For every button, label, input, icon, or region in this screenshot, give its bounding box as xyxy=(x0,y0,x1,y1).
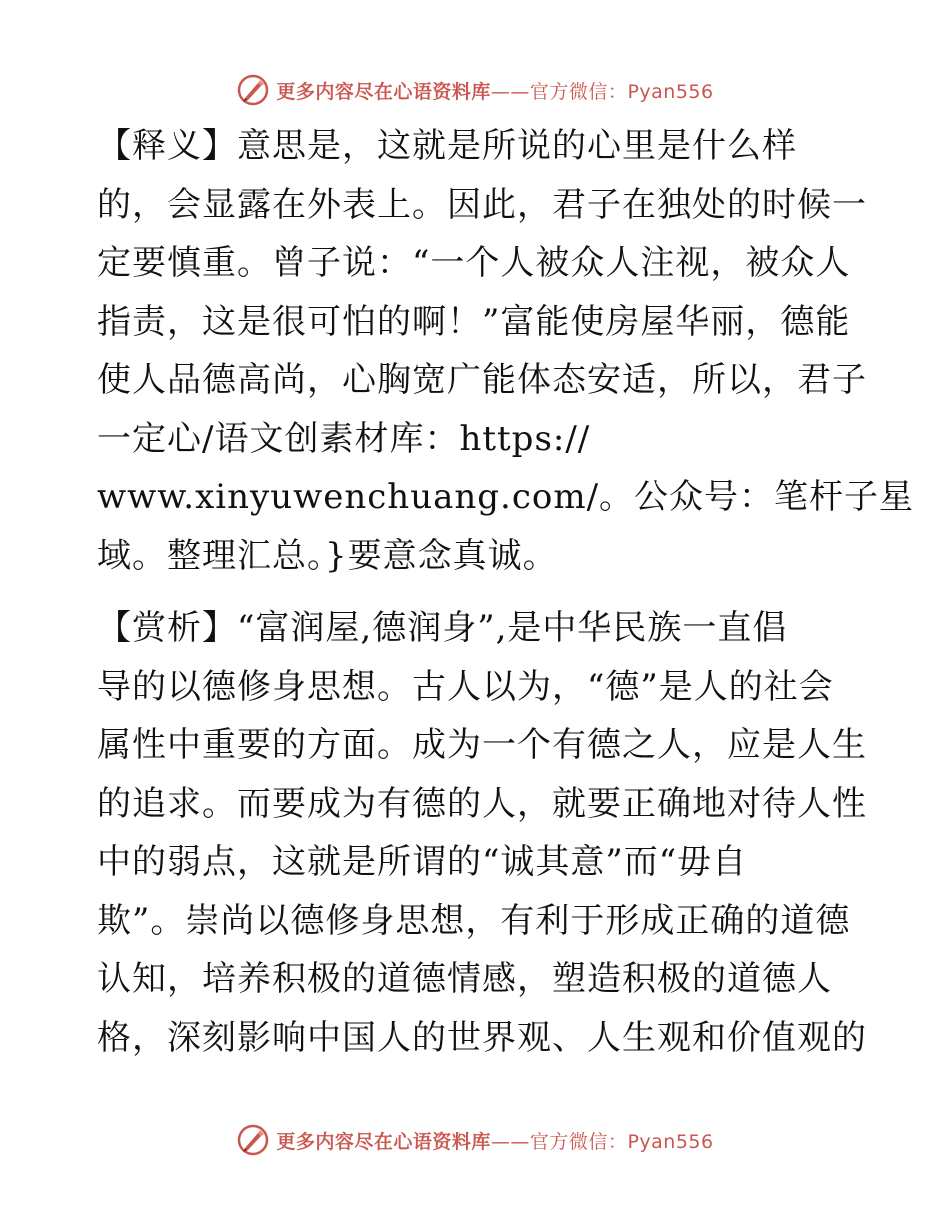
banner-separator: —— xyxy=(490,80,530,103)
header-banner xyxy=(0,70,950,110)
text-line: 使人品德高尚，心胸宽广能体态安适，所以，君子 xyxy=(97,360,867,400)
banner-site-name: 更多内容尽在心语资料库 xyxy=(276,80,491,103)
banner-site-name: 更多内容尽在心语资料库 xyxy=(276,1130,491,1153)
document-body xyxy=(97,117,915,1067)
text-line: 的追求。而要成为有德的人，就要正确地对待人性 xyxy=(97,783,867,824)
pen-logo-icon xyxy=(236,73,270,107)
text-line: 导的以德修身思想。古人以为，“德”是人的社会 xyxy=(97,666,834,707)
text-line: 域。整理汇总。}要意念真诚。 xyxy=(97,535,558,576)
banner-separator: —— xyxy=(490,1130,530,1153)
text-line: 一定心/语文创素材库：https:// xyxy=(97,418,591,459)
text-line: 认知，培养积极的道德情感，塑造积极的道德人 xyxy=(97,959,832,999)
paragraph-appreciation xyxy=(97,599,867,1067)
banner-wechat-id: Pyan556 xyxy=(627,80,714,103)
text-line: 属性中重要的方面。成为一个有德之人，应是人生 xyxy=(97,725,867,765)
banner-wechat-id: Pyan556 xyxy=(627,1130,714,1153)
text-line: 格，深刻影响中国人的世界观、人生观和价值观的 xyxy=(97,1017,867,1058)
text-line: 的，会显露在外表上。因此，君子在独处的时候一 xyxy=(97,184,867,225)
banner-wechat-label: 官方微信： xyxy=(529,80,628,103)
text-line: 指责，这是很可怕的啊！”富能使房屋华丽，德能 xyxy=(97,301,851,342)
banner-text xyxy=(276,77,713,104)
text-line: www.xinyuwenchuang.com/。公众号：笔杆子星 xyxy=(97,477,915,517)
banner-wechat-label: 官方微信： xyxy=(529,1130,628,1153)
text-line: 欺”。崇尚以德修身思想，有利于形成正确的道德 xyxy=(97,900,851,941)
text-line: 中的弱点，这就是所谓的“诚其意”而“毋自 xyxy=(97,842,748,882)
banner-text xyxy=(276,1127,713,1154)
text-line: 定要慎重。曾子说：“一个人被众人注视，被众人 xyxy=(97,243,851,283)
text-line: 【释义】意思是，这就是所说的心里是什么样 xyxy=(97,126,797,166)
footer-banner xyxy=(0,1120,950,1160)
text-line: 【赏析】“富润屋,德润身”,是中华民族一直倡 xyxy=(97,608,788,648)
pen-logo-icon xyxy=(236,1123,270,1157)
paragraph-interpretation xyxy=(97,117,915,585)
